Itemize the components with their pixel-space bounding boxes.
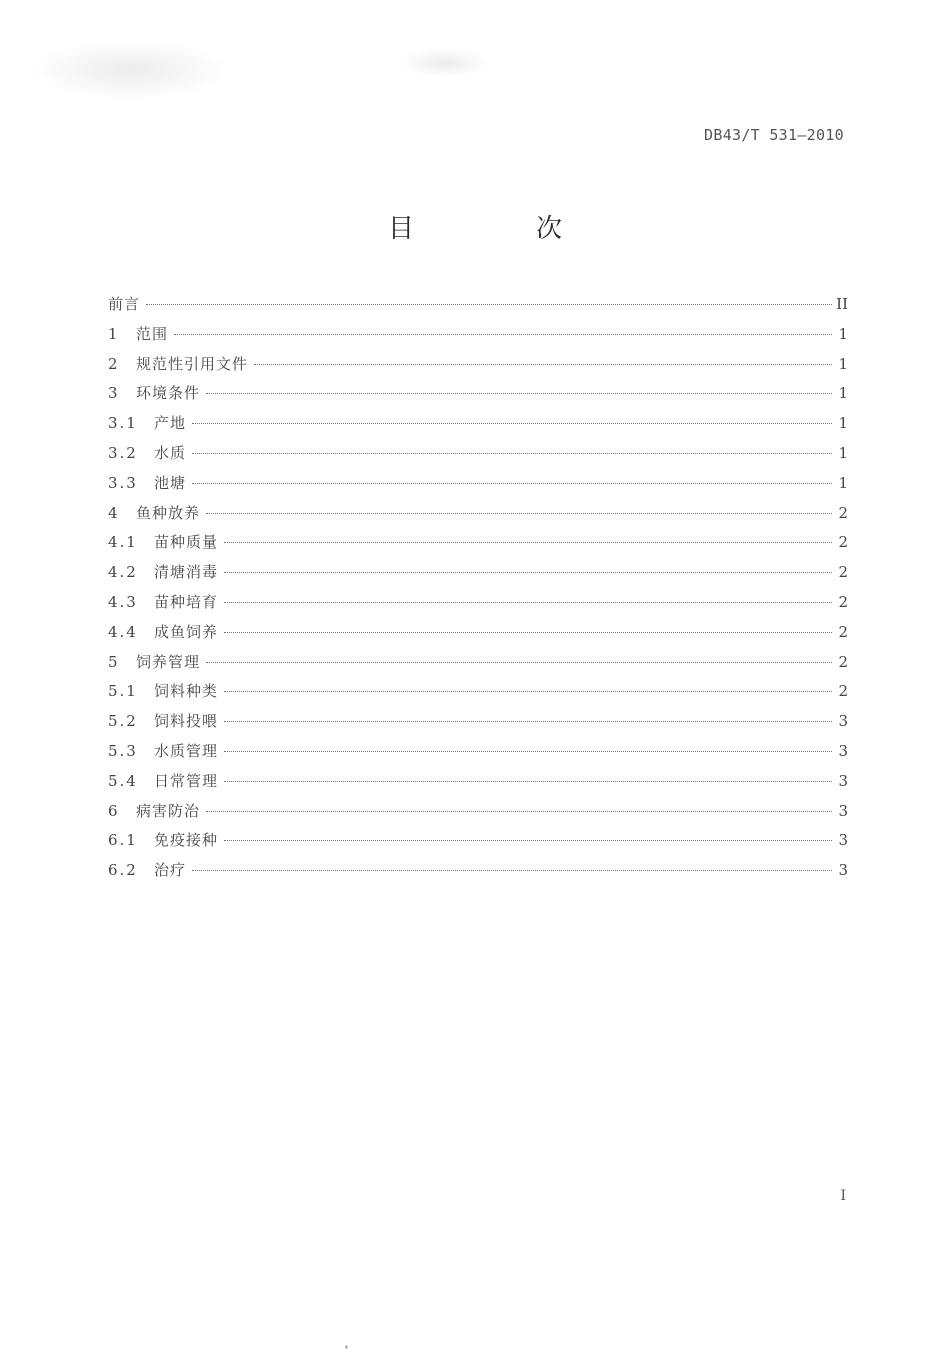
- toc-entry-page: 3: [838, 712, 848, 731]
- toc-entry-number: 6.2: [108, 861, 138, 880]
- toc-dot-leader: [192, 453, 832, 454]
- toc-dot-leader: [146, 304, 832, 305]
- toc-dot-leader: [206, 393, 832, 394]
- toc-entry-label: 日常管理: [154, 771, 219, 790]
- toc-dot-leader: [224, 572, 832, 573]
- toc-dot-leader: [174, 334, 832, 335]
- toc-entry-label: 饲料种类: [154, 682, 219, 701]
- toc-entry[interactable]: [108, 740, 848, 770]
- toc-entry-page: 2: [838, 652, 848, 671]
- toc-entry[interactable]: [108, 591, 848, 621]
- toc-entry-page: 2: [838, 533, 848, 552]
- toc-entry[interactable]: [108, 561, 848, 591]
- toc-entry-page: 1: [838, 414, 848, 433]
- page-title: 目 次: [387, 214, 610, 244]
- toc-dot-leader: [224, 721, 832, 722]
- toc-dot-leader: [224, 781, 832, 782]
- toc-entry-label: 水质: [154, 443, 187, 462]
- toc-entry-label: 饲养管理: [136, 652, 201, 671]
- toc-entry[interactable]: [108, 472, 848, 502]
- toc-entry-label: 环境条件: [136, 384, 201, 403]
- toc-entry-label: 饲料投喂: [154, 712, 219, 731]
- toc-entry-number: 3: [108, 384, 120, 403]
- toc-entry[interactable]: [108, 442, 848, 472]
- toc-entry-page: 2: [838, 503, 848, 522]
- toc-entry-page: II: [836, 295, 848, 313]
- toc-entry-page: 3: [838, 771, 848, 790]
- toc-entry[interactable]: [108, 680, 848, 710]
- document-code: DB43/T 531—2010: [704, 126, 844, 144]
- toc-entry[interactable]: [108, 859, 848, 889]
- toc-entry-label: 范围: [136, 324, 169, 343]
- toc-entry-page: 2: [838, 563, 848, 582]
- toc-entry-number: 3.2: [108, 443, 138, 462]
- toc-entry-page: 2: [838, 682, 848, 701]
- toc-entry-label: 产地: [154, 414, 187, 433]
- toc-entry-number: 4.1: [108, 533, 138, 552]
- toc-entry-label: 病害防治: [136, 801, 201, 820]
- toc-entry[interactable]: [108, 412, 848, 442]
- table-of-contents: [108, 293, 848, 889]
- toc-entry[interactable]: [108, 323, 848, 353]
- toc-entry-number: 3.1: [108, 414, 138, 433]
- toc-entry-label: 水质管理: [154, 741, 219, 760]
- toc-entry-number: 6: [108, 801, 120, 820]
- toc-dot-leader: [224, 840, 832, 841]
- toc-entry-label: 清塘消毒: [154, 563, 219, 582]
- scan-smudge: [30, 40, 230, 100]
- toc-entry-page: 1: [838, 443, 848, 462]
- toc-entry-label: 苗种培育: [154, 592, 219, 611]
- toc-entry-page: 1: [838, 324, 848, 343]
- toc-entry-label: 治疗: [154, 861, 187, 880]
- toc-entry[interactable]: [108, 353, 848, 383]
- toc-entry-number: 3.3: [108, 473, 138, 492]
- toc-entry-page: 3: [838, 831, 848, 850]
- toc-entry[interactable]: [108, 293, 848, 323]
- toc-dot-leader: [192, 423, 832, 424]
- toc-dot-leader: [192, 483, 832, 484]
- toc-dot-leader: [224, 751, 832, 752]
- toc-entry-page: 1: [838, 473, 848, 492]
- toc-entry-number: 4.3: [108, 592, 138, 611]
- toc-entry[interactable]: [108, 531, 848, 561]
- toc-entry-label: 成鱼饲养: [154, 622, 219, 641]
- toc-entry-number: 5.4: [108, 771, 138, 790]
- toc-entry-page: 3: [838, 801, 848, 820]
- toc-entry[interactable]: [108, 651, 848, 681]
- toc-entry-page: 3: [838, 741, 848, 760]
- toc-entry-number: 4.4: [108, 622, 138, 641]
- toc-dot-leader: [224, 632, 832, 633]
- toc-entry[interactable]: [108, 710, 848, 740]
- toc-dot-leader: [224, 691, 832, 692]
- toc-entry-page: 1: [838, 384, 848, 403]
- toc-entry[interactable]: [108, 502, 848, 532]
- toc-entry[interactable]: [108, 770, 848, 800]
- toc-dot-leader: [224, 542, 832, 543]
- toc-entry-number: 5.2: [108, 712, 138, 731]
- toc-entry-page: 1: [838, 354, 848, 373]
- page-number: I: [840, 1188, 846, 1204]
- toc-entry-number: 4: [108, 503, 120, 522]
- toc-entry-label: 鱼种放养: [136, 503, 201, 522]
- toc-entry-label: 苗种质量: [154, 533, 219, 552]
- toc-entry-label: 池塘: [154, 473, 187, 492]
- toc-entry-number: 5.3: [108, 741, 138, 760]
- toc-entry-number: 4.2: [108, 563, 138, 582]
- toc-entry-label: 前言: [108, 295, 141, 313]
- toc-entry-page: 2: [838, 622, 848, 641]
- toc-entry[interactable]: [108, 382, 848, 412]
- toc-dot-leader: [206, 513, 832, 514]
- toc-dot-leader: [206, 811, 832, 812]
- toc-dot-leader: [192, 870, 832, 871]
- toc-dot-leader: [254, 364, 832, 365]
- toc-entry-number: 5: [108, 652, 120, 671]
- toc-entry-page: 2: [838, 592, 848, 611]
- toc-entry-number: 1: [108, 324, 120, 343]
- toc-entry[interactable]: [108, 829, 848, 859]
- scan-smudge-small: [400, 48, 490, 78]
- toc-entry-number: 5.1: [108, 682, 138, 701]
- toc-entry-number: 2: [108, 354, 120, 373]
- toc-dot-leader: [206, 662, 832, 663]
- toc-entry[interactable]: [108, 800, 848, 830]
- toc-entry-page: 3: [838, 861, 848, 880]
- toc-entry-label: 免疫接种: [154, 831, 219, 850]
- scan-dot: [345, 1345, 348, 1349]
- toc-entry[interactable]: [108, 621, 848, 651]
- toc-entry-number: 6.1: [108, 831, 138, 850]
- toc-dot-leader: [224, 602, 832, 603]
- toc-entry-label: 规范性引用文件: [136, 354, 249, 373]
